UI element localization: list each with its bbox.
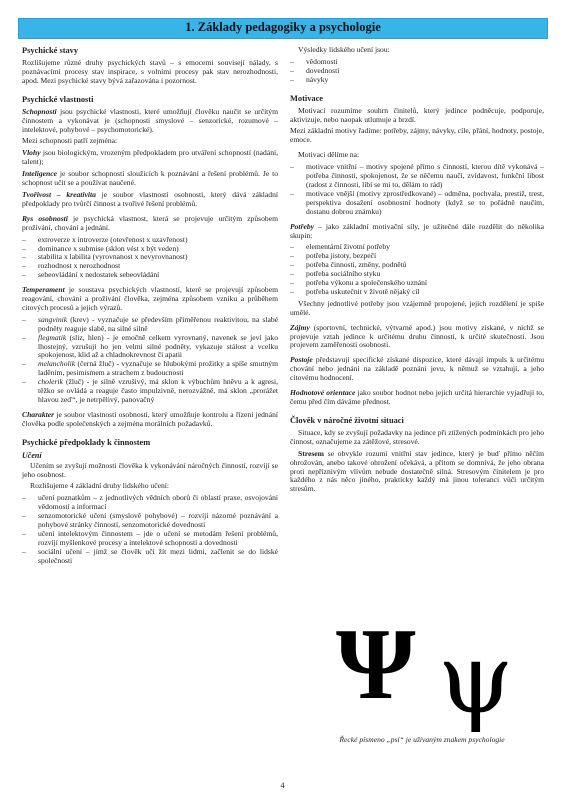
temperament-type-term: flegmatik: [38, 332, 67, 342]
list-item: – senzomotorické učení (smyslově pohybové) – rozvíjí názorné poznávání a pohybové stránky činností, senzomotorické dovednosti: [22, 512, 278, 530]
zajmy-text: (sportovní, technické, výtvarné apod.) jsou motivy získané, v nichž se projevuje vztah jedince k určitému druhu činností, k určité skutečnosti. Jsou projevem zaměřenosti osobnosti.: [290, 322, 544, 350]
stresem-term: Stresem: [298, 448, 325, 458]
list-item: – elementární životní potřeby: [290, 243, 544, 252]
section-heading-psychicke-vlastnosti: Psychické vlastnosti: [22, 94, 94, 104]
psi-caption: Řecké písmeno „psí“ je užívaným znakem psychologie: [339, 735, 505, 744]
temperament-term: Temperament: [22, 285, 65, 295]
potreby-after-text: Všechny jednotlivé potřeby jsou vzájemně propojené, jejich rozdělení je spíše umělé.: [290, 298, 544, 317]
page-number: 4: [280, 781, 285, 790]
list-item: – potřeba činnosti, změny, podnětů: [290, 261, 544, 270]
psi-figure: [300, 610, 544, 745]
psychicke-stavy-text: Rozlišujeme různé druhy psychických stavů – s emocemi souvisejí nálady, s poznávacími procesy stav inspirace, s volními procesy pak stav nerozhodnosti, apod. Mezi psychické stavy bývá zařazována i pozornost.: [22, 58, 278, 85]
psi-uppercase-glyph: Ψ: [336, 608, 416, 721]
vlohy-term: Vlohy: [22, 148, 41, 158]
list-item: [22, 360, 278, 378]
charakter-paragraph: [22, 411, 278, 429]
list-item: [22, 378, 278, 405]
potreby-text: – jako základní motivační síly, je užitečné dále rozdělit do několika skupin:: [290, 221, 544, 240]
charakter-term: Charakter: [22, 409, 55, 419]
temperament-type-text: (sliz, hlen) - je emočně celkem vyrovnaný, navenek se jeví jako lhostejný, vzrušují ho jen velmi silné podněty, vykazuje stálost a vcelku spokojenost, klid až a chladnokrevnost či apatii: [38, 332, 278, 360]
section-heading-motivace: Motivace: [290, 93, 324, 103]
chapter-header: [18, 18, 548, 39]
list-item: – návyky: [290, 76, 544, 85]
temperament-type-text: (krev) - vyznačuje se především přiměřenou reaktivitou, na slabé podněty reaguje slabě, na silné silně: [38, 314, 278, 333]
schopnosti-term: Schopnosti: [22, 106, 57, 116]
tvorivost-term: Tvořivost – kreativita: [22, 189, 96, 199]
vysledky-intro: Výsledky lidského učení jsou:: [298, 45, 390, 54]
list-item: – motivace vnější (motivy zprostředkované) – odměna, pochvala, prestiž, trest, perspektiva dosažení osobnostní hodnoty (když se to pořádně naučím, dostanu dobrou známku): [290, 190, 544, 217]
psi-lowercase-glyph: ψ: [438, 623, 514, 735]
postoje-term: Postoje: [290, 355, 313, 365]
zajmy-term: Zájmy: [290, 322, 310, 332]
stresem-paragraph: [290, 450, 544, 495]
rysy-text: je psychická vlastnost, která se projevuje určitým způsobem prožívání, chování a jednání.: [22, 213, 278, 232]
zajmy-paragraph: [290, 324, 544, 351]
rysy-term: Rys osobnosti: [22, 213, 68, 223]
temperament-text: je soustava psychických vlastností, které se projevují způsobem reagování, chování a prožívání člověka, zejména způsobem vzniku a průběhem citových procesů a jejich výrazů.: [22, 285, 278, 312]
hodnoty-term: Hodnotové orientace: [290, 388, 356, 398]
temperament-type-term: melancholik: [38, 359, 76, 369]
left-column: [22, 46, 278, 569]
inteligence-paragraph: [22, 170, 278, 188]
section-heading-predpoklady: Psychické předpoklady k činnostem: [22, 437, 151, 447]
inteligence-term: Inteligence: [22, 169, 58, 179]
list-item: – extroverze x introverze (otevřenost x uzavřenost): [22, 236, 278, 245]
vlohy-text: jsou biologickým, vrozeným předpokladem pro utváření schopností (nadání, talent);: [22, 148, 278, 167]
list-item: – dominance x submise (sklon vést x být veden): [22, 245, 278, 254]
list-item: – rozhodnost x nerozhodnost: [22, 262, 278, 271]
list-item: – učení intelektovým činnostem – jde o učení se metodám řešení problémů, rozvíjí myšlenkové procesy a intelektové schopnosti a dovednosti: [22, 530, 278, 548]
list-item: – potřeba uskutečnit v životě nějaký cíl: [290, 288, 544, 297]
motivace-list: [290, 163, 544, 216]
right-column: [290, 46, 544, 497]
list-item: – stabilita x labilita (vyrovnanost x nevyrovnanost): [22, 253, 278, 262]
inteligence-text: je soubor schopností sloužících k poznávání a řešení problémů. Je to schopnost učit se a používat naučené.: [22, 169, 278, 188]
delime-intro: Motivaci dělíme na:: [298, 150, 360, 160]
druhy-uceni-list: [22, 494, 278, 565]
list-item: – motivace vnitřní – motivy spojené přímo s činností, kterou dítě vykonává – potřeba činnosti, spokojenost, že se něčemu naučí, zvídavost, funkční libost (radost z činnosti, líbí se mi to, dělám to rád): [290, 163, 544, 190]
druhy-uceni-intro: Rozlišujeme 4 základní druhy lidského učení:: [30, 481, 169, 491]
list-item: – dovednosti: [290, 67, 544, 76]
vlohy-paragraph: [22, 149, 278, 167]
rysy-list: [22, 236, 278, 281]
list-item: – sebeovládání x nedostatek sebeovládání: [22, 271, 278, 280]
potreby-term: Potřeby: [290, 221, 315, 231]
charakter-text: je soubor vlastností osobnosti, který umožňuje kontrolu a řízení jednání člověka podle společenských a zejména morálních požadavků.: [22, 409, 278, 428]
postoje-text: představují specifické získané dispozice, které dávají impuls k určitému chování nebo jednání na základě poznání jevu, k němuž se vztahují, a jeho citovému hodnocení.: [290, 355, 544, 383]
list-item: – potřeba jistoty, bezpečí: [290, 252, 544, 261]
list-item: – potřeba sociálního styku: [290, 270, 544, 279]
temperament-type-text: (žluč) - je silně vzrušivý, má sklon k výbuchům hněvu a k agresi, těžko se ovládá a reaguje často impulzivně, nerozvážně, má sklon „prorážet hlavou zeď“, je netrpělivý, panovačný: [38, 377, 278, 404]
schopnosti-text: jsou psychické vlastnosti, které umožňují člověku naučit se určitým činnostem a vykonávat je (schopnosti smyslové – senzorické, rozumové – intelektové, pohybové – psychomotorické).: [22, 106, 278, 134]
section-heading-psychicke-stavy: Psychické stavy: [22, 46, 79, 55]
rysy-paragraph: [22, 215, 278, 233]
potreby-paragraph: [290, 223, 544, 241]
uceni-subheading: Učení: [22, 450, 42, 460]
uceni-text: Učením se zvyšují možnosti člověka k vykonávání náročných činností, rozvíjí se jeho osobnost.: [22, 460, 278, 479]
list-item: [22, 316, 278, 334]
vysledky-list: [290, 58, 544, 85]
mezi-schopnosti-text: Mezi schopnosti patří zejména:: [22, 136, 118, 146]
temperament-type-term: cholerik: [38, 377, 63, 387]
temperament-list: [22, 316, 278, 405]
tvorivost-text: je soubor vlastností osobnosti, který dává základní předpoklady pro tvůrčí činnost a tvořivé řešení problémů.: [22, 189, 278, 208]
list-item: – potřeba výkonu a společenského uznání: [290, 279, 544, 288]
list-item: [22, 334, 278, 361]
chapter-title: 1. Základy pedagogiky a psychologie: [185, 20, 381, 34]
list-item: – sociální učení – jímž se člověk učí žít mezi lidmi, začlenit se do lidské společnosti: [22, 548, 278, 566]
motivy-text: Mezi základní motivy řadíme: potřeby, zájmy, návyky, cíle, přání, hodnoty, postoje, emoce.: [290, 126, 544, 145]
stresem-text: se obvykle rozumí vnitřní stav jedince, který je buď přímo něčím ohrožován, anebo takové ohrožení očekává, a přitom se domnívá, že jeho obrana proti nepříznivým vlivům nebude dostatečně silná. Stresovým činitelem je pro každého z nás něco jiného, prakticky každý má jinou toleranci vůči určitým stresům.: [290, 448, 544, 494]
list-item: – učení poznatkům – z jednotlivých vědních oborů či oblastí praxe, osvojování vědomostí a informací: [22, 494, 278, 512]
hodnoty-text: jako soubor hodnot nebo jejich určitá hierarchie vyjadřují to, čemu před čím dáváme přednost.: [290, 388, 545, 406]
hodnoty-paragraph: [290, 389, 544, 407]
schopnosti-paragraph: [22, 108, 278, 135]
list-item: – vědomosti: [290, 58, 544, 67]
potreby-list: [290, 243, 544, 296]
tvorivost-paragraph: [22, 191, 278, 209]
temperament-type-text: (černá žluč) - vyznačuje se hlubokými prožitky a spíše smutným laděním, pesimismem a strachem z budoucnosti: [38, 359, 278, 378]
section-heading-zatez: Člověk v náročné životní situaci: [290, 415, 404, 425]
zatez-text: Situace, kdy se zvyšují požadavky na jedince při ztížených podmínkách pro jeho činnost, označujeme za zátěžové, stresové.: [290, 427, 544, 446]
temperament-paragraph: [22, 286, 278, 313]
temperament-type-term: sangvinik: [38, 314, 68, 324]
postoje-paragraph: [290, 356, 544, 383]
motivace-text: Motivací rozumíme souhrn činitelů, který jedince podněcuje, podporuje, aktivizuje, nebo naopak utlumuje a brzdí.: [290, 105, 544, 124]
